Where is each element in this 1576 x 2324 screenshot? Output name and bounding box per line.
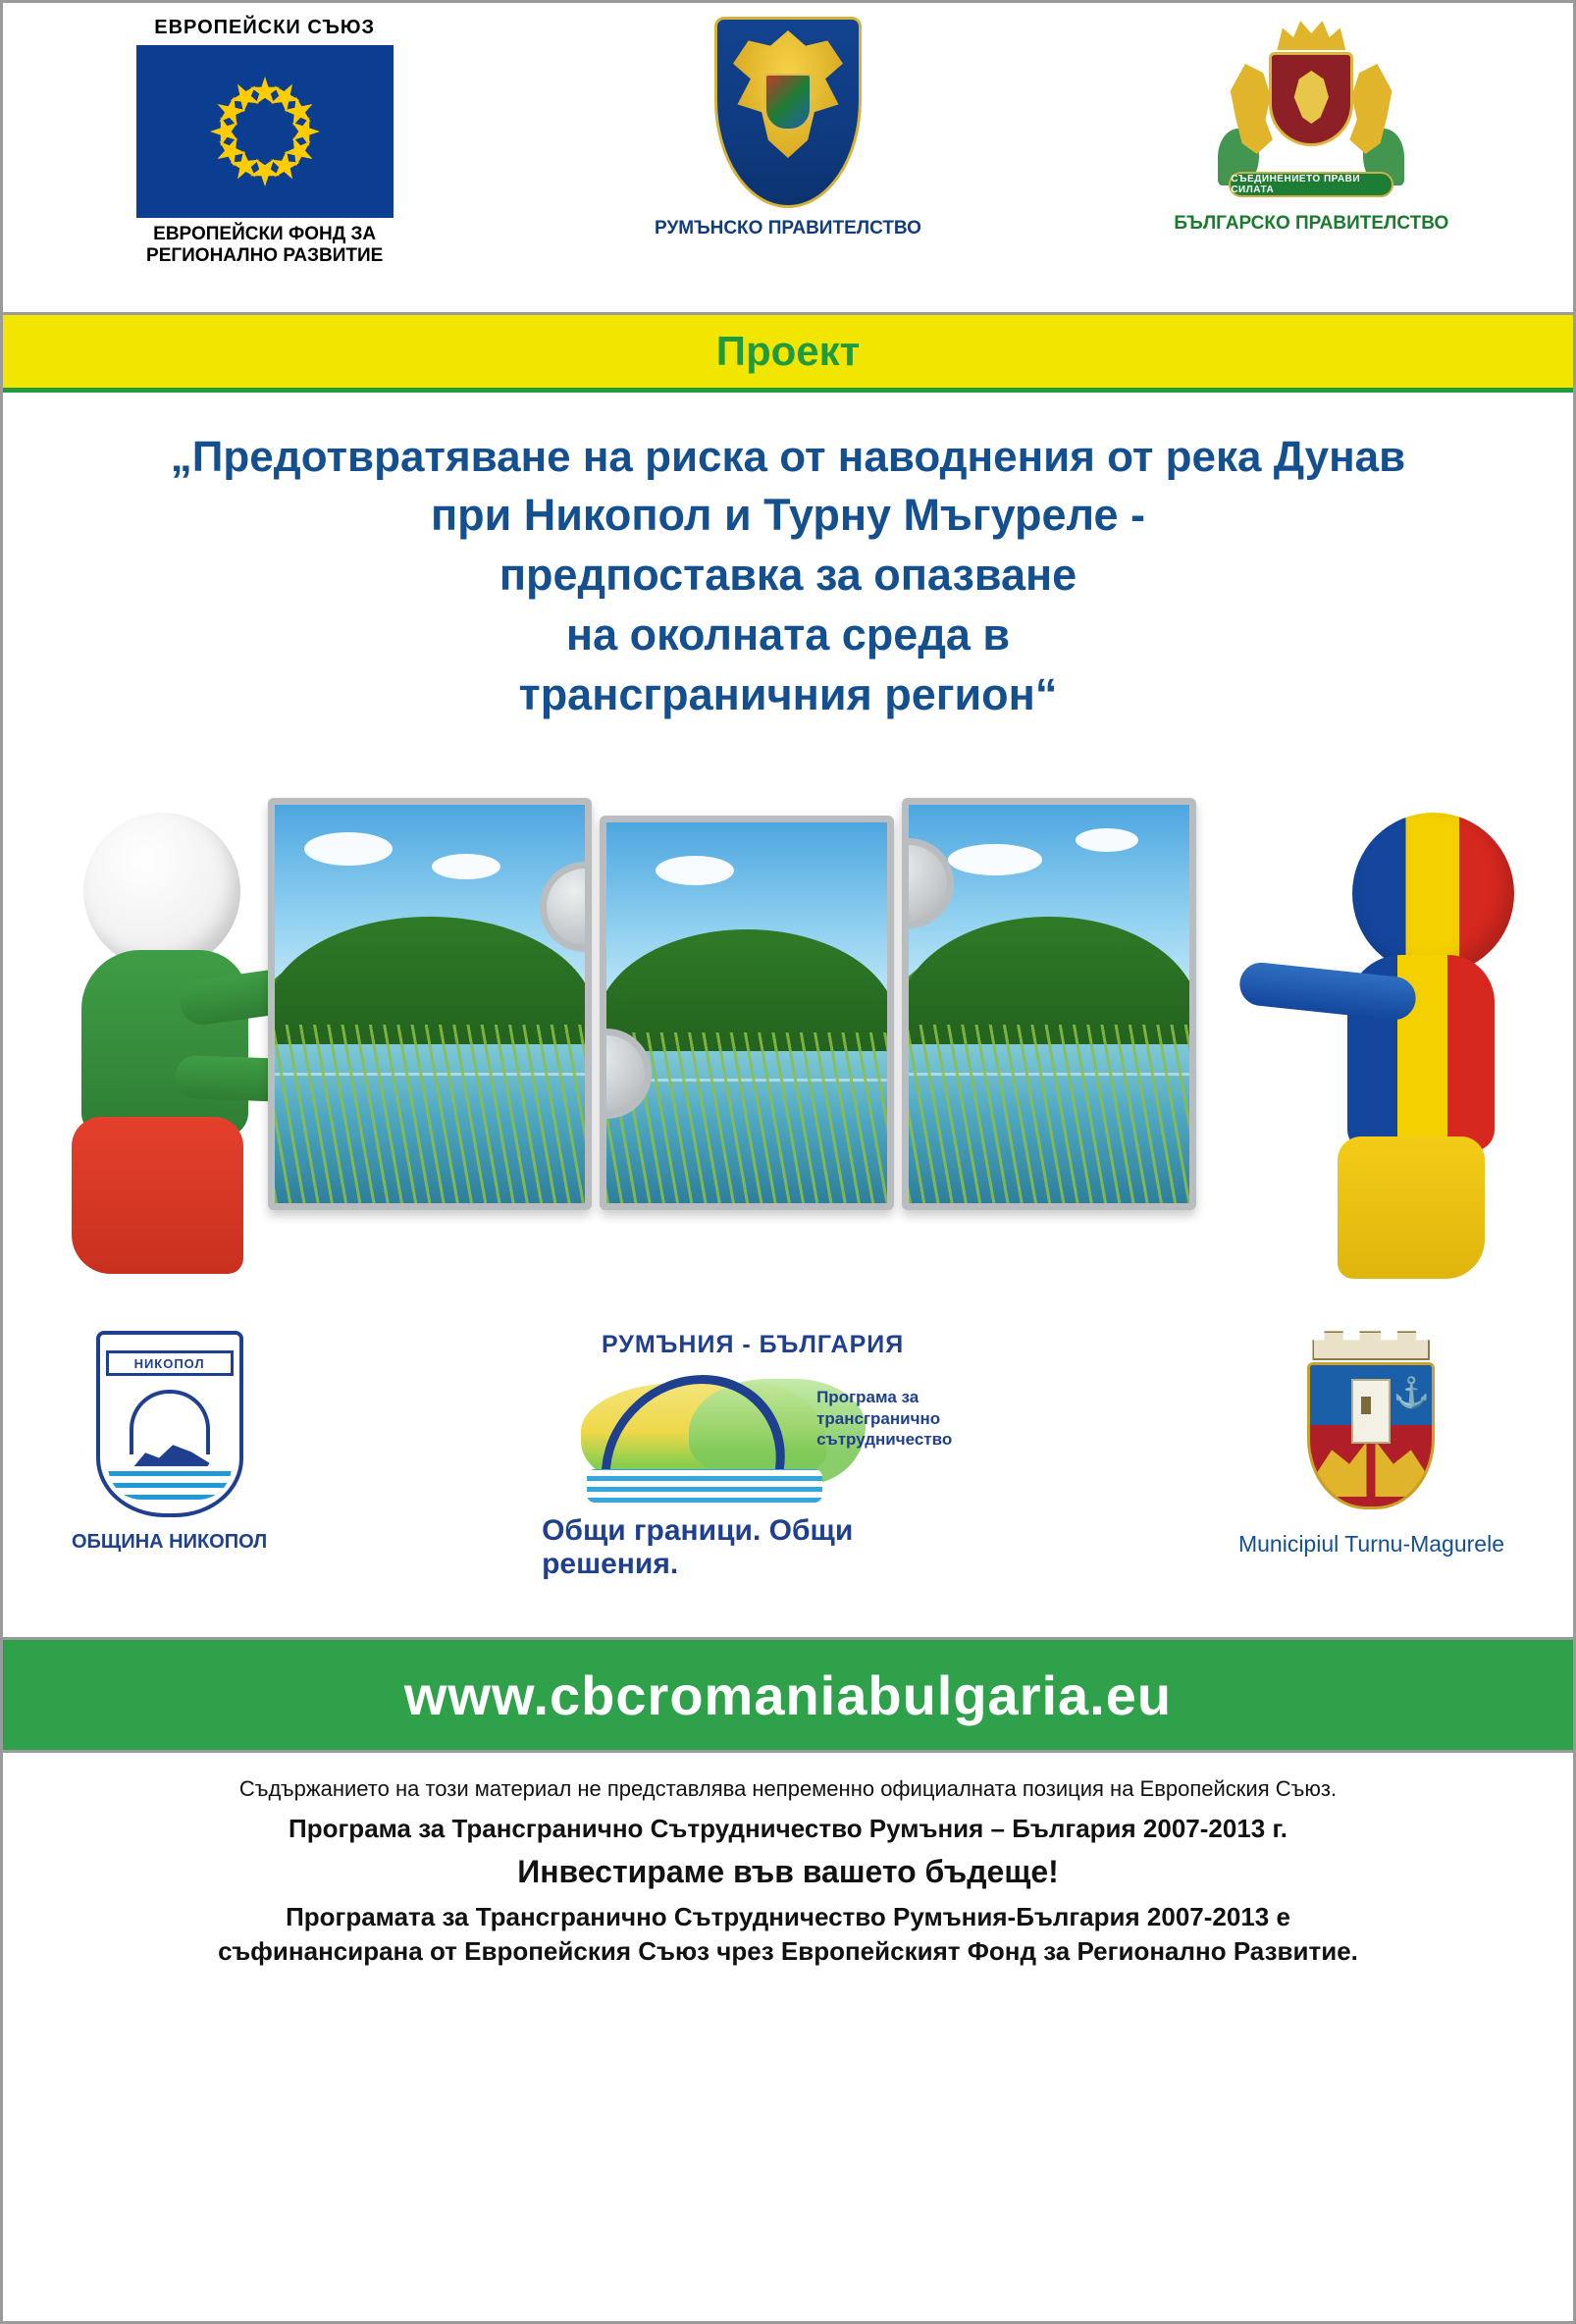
nikopol-caption: ОБЩИНА НИКОПОЛ	[72, 1531, 268, 1554]
title-line-5: трансграничния регион“	[518, 668, 1058, 719]
header-logo-band	[3, 3, 1573, 315]
eu-logo-block	[3, 3, 526, 267]
romania-gov-block	[526, 3, 1049, 239]
title-line-4: на околната среда в	[565, 608, 1011, 660]
project-bar-label: Проект	[715, 328, 861, 374]
programme-top-text: РУМЪНИЯ - БЪЛГАРИЯ	[601, 1331, 905, 1359]
footer-line-1: Съдържанието на този материал не представлява непременно официалната позиция на Европейския Съюз.	[238, 1776, 1338, 1802]
footer-line-2: Програма за Трансгранично Сътрудничество Румъния – България 2007-2013 г.	[289, 1814, 1287, 1844]
bulgaria-gov-caption: БЪЛГАРСКО ПРАВИТЕЛСТВО	[1174, 213, 1449, 234]
website-bar[interactable]	[3, 1637, 1573, 1753]
turnu-magurele-caption: Municipiul Turnu-Magurele	[1237, 1531, 1504, 1558]
title-line-1: „Предотвратяване на риска от наводнения от река Дунав	[170, 433, 1406, 481]
partner-logos-row	[3, 1313, 1573, 1637]
footer-disclaimer	[3, 1753, 1573, 1982]
programme-side-text: Програма за трансгранично сътрудничество	[816, 1388, 953, 1449]
title-line-2: при Никопол и Турну Мъгуреле -	[430, 490, 1146, 541]
eu-flag-icon	[136, 45, 394, 218]
partner-programme	[542, 1331, 964, 1581]
puzzle-piece-2	[600, 816, 894, 1210]
turnu-magurele-emblem-icon	[1297, 1331, 1445, 1517]
nikopol-emblem-text: НИКОПОЛ	[106, 1350, 234, 1376]
bulgaria-coat-of-arms-icon	[1218, 17, 1404, 203]
website-url[interactable]: www.cbcromaniabulgaria.eu	[403, 1664, 1173, 1726]
puzzle-pieces-group	[268, 798, 1318, 1210]
puzzle-piece-1	[268, 798, 592, 1210]
romania-gov-caption: РУМЪНСКО ПРАВИТЕЛСТВО	[655, 218, 921, 238]
project-bar	[3, 315, 1573, 393]
illustration-puzzle-scene	[3, 744, 1573, 1313]
programme-logo-icon	[542, 1361, 964, 1508]
nikopol-emblem-icon	[96, 1331, 243, 1517]
figure-romania-character	[1259, 813, 1524, 1274]
puzzle-piece-3	[902, 798, 1196, 1210]
bulgaria-gov-block	[1050, 3, 1573, 235]
eu-caption-top: ЕВРОПЕЙСКИ СЪЮЗ	[154, 17, 376, 38]
partner-turnu-magurele	[1238, 1331, 1504, 1558]
eu-caption-bottom: ЕВРОПЕЙСКИ ФОНД ЗА РЕГИОНАЛНО РАЗВИТИЕ	[146, 224, 384, 266]
footer-line-3: Инвестираме във вашето бъдеще!	[517, 1854, 1059, 1890]
project-title	[3, 393, 1573, 734]
footer-line-4: Програмата за Трансгранично Сътрудничество Румъния-България 2007-2013 е съфинансирана от Европейския Съюз чрез Европейският Фонд за Регионално Развитие.	[218, 1902, 1358, 1967]
programme-slogan: Общи граници. Общи решения.	[542, 1514, 854, 1581]
title-line-3: предпоставка за опазване	[499, 550, 1077, 601]
anchor-icon: ⚓	[1392, 1377, 1430, 1410]
bulgaria-motto-ribbon: СЪЕДИНЕНИЕТО ПРАВИ СИЛАТА	[1229, 172, 1393, 197]
partner-nikopol	[72, 1331, 267, 1554]
romania-coat-of-arms-icon	[714, 17, 862, 208]
